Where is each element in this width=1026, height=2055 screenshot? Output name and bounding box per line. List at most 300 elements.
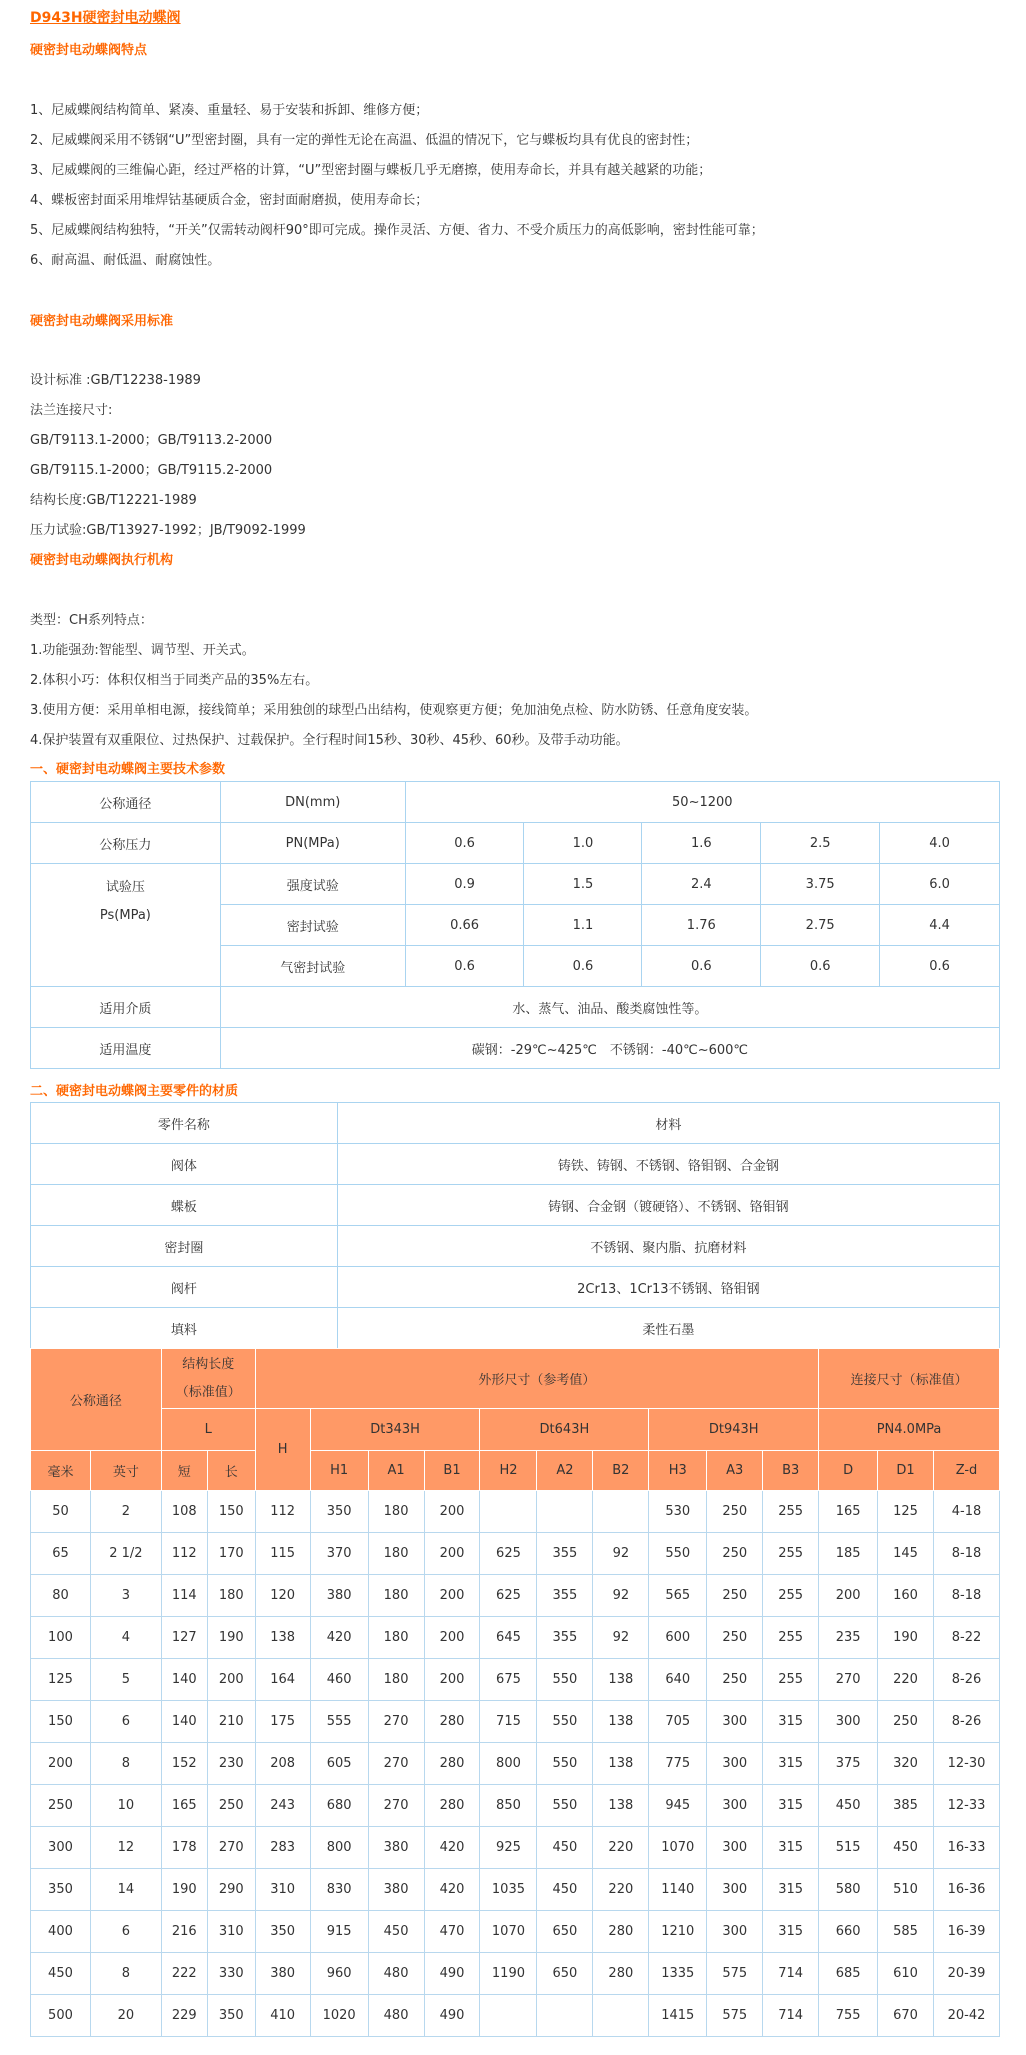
table-cell: 280	[593, 1953, 649, 1995]
cell: 公称压力	[31, 823, 221, 864]
table-cell	[537, 1995, 593, 2037]
cell: 外形尺寸（参考值）	[255, 1349, 818, 1409]
table-cell: 190	[161, 1869, 207, 1911]
cell: PN(MPa)	[220, 823, 405, 864]
table-cell: 8-18	[934, 1533, 1000, 1575]
standard-item: GB/T9115.1-2000；GB/T9115.2-2000	[30, 463, 273, 478]
table-cell: 8-26	[934, 1701, 1000, 1743]
struct-len-header	[161, 1349, 255, 1409]
table-cell: 800	[310, 1827, 368, 1869]
table-cell: 755	[819, 1995, 878, 2037]
table-cell: 945	[649, 1785, 707, 1827]
table-cell: 92	[593, 1533, 649, 1575]
cell: PN4.0MPa	[819, 1409, 1000, 1451]
table-cell: 1140	[649, 1869, 707, 1911]
table-cell: 255	[763, 1491, 819, 1533]
table-cell: 164	[255, 1659, 310, 1701]
table-cell: 8	[90, 1953, 161, 1995]
table-cell: 4	[90, 1617, 161, 1659]
table-cell: 20	[90, 1995, 161, 2037]
table-cell: 610	[878, 1953, 934, 1995]
table-cell: 255	[763, 1617, 819, 1659]
table-row	[31, 1911, 1000, 1953]
table-cell: 320	[878, 1743, 934, 1785]
table-cell: 120	[255, 1575, 310, 1617]
table-cell: 375	[819, 1743, 878, 1785]
table-cell: 180	[368, 1617, 424, 1659]
table-cell: 420	[310, 1617, 368, 1659]
table-cell: 585	[878, 1911, 934, 1953]
table-cell: 210	[207, 1701, 255, 1743]
table-cell: 150	[207, 1491, 255, 1533]
table-cell: 675	[480, 1659, 537, 1701]
table-cell: 280	[593, 1911, 649, 1953]
feature-item: 1、尼威蝶阀结构简单、紧凑、重量轻、易于安装和拆卸、维修方便；	[30, 103, 429, 118]
table-cell: 550	[649, 1533, 707, 1575]
standard-item: 法兰连接尺寸:	[30, 403, 113, 418]
table-cell: 250	[707, 1659, 763, 1701]
table-cell: 450	[31, 1953, 91, 1995]
table-cell: 300	[707, 1911, 763, 1953]
table-cell: 250	[707, 1491, 763, 1533]
table-cell: 575	[707, 1953, 763, 1995]
table-cell: 200	[207, 1659, 255, 1701]
table-cell: 5	[90, 1659, 161, 1701]
table-cell: 705	[649, 1701, 707, 1743]
cell: 4.4	[880, 905, 1000, 946]
table-cell: 243	[255, 1785, 310, 1827]
table-cell: 800	[480, 1743, 537, 1785]
table-cell: 200	[424, 1575, 480, 1617]
cell: A3	[707, 1451, 763, 1491]
table-cell: 270	[819, 1659, 878, 1701]
table-cell: 300	[707, 1827, 763, 1869]
table-cell: 515	[819, 1827, 878, 1869]
table-cell: 380	[310, 1575, 368, 1617]
table-cell: 165	[161, 1785, 207, 1827]
cell: 1.76	[642, 905, 761, 946]
table-cell: 330	[207, 1953, 255, 1995]
table-cell: 180	[368, 1575, 424, 1617]
table-cell: 715	[480, 1701, 537, 1743]
table-cell: 138	[593, 1785, 649, 1827]
table-cell: 660	[819, 1911, 878, 1953]
cell: Dt943H	[649, 1409, 819, 1451]
table-cell: 200	[819, 1575, 878, 1617]
feature-item: 2、尼威蝶阀采用不锈钢“U”型密封圈，具有一定的弹性无论在高温、低温的情况下，它与蝶板均具有优良的密封性；	[30, 133, 699, 148]
cell: 碳钢：-29℃~425℃ 不锈钢：-40℃~600℃	[220, 1028, 999, 1069]
table-cell: 400	[31, 1911, 91, 1953]
feature-item: 5、尼威蝶阀结构独特，“开关”仅需转动阀杆90°即可完成。操作灵活、方便、省力、不受介质压力的高低影响，密封性能可靠；	[30, 223, 764, 238]
table-cell: 1035	[480, 1869, 537, 1911]
table-cell: 6	[90, 1701, 161, 1743]
table-cell: 180	[368, 1533, 424, 1575]
table-cell	[593, 1995, 649, 2037]
table-cell: 550	[537, 1785, 593, 1827]
standard-item: 结构长度:GB/T12221-1989	[30, 493, 197, 508]
table-cell: 112	[255, 1491, 310, 1533]
table-cell: 500	[31, 1995, 91, 2037]
cell: 密封圈	[31, 1226, 338, 1267]
cell: 气密封试验	[220, 946, 405, 987]
table-cell: 350	[255, 1911, 310, 1953]
table-cell: 115	[255, 1533, 310, 1575]
table-cell: 200	[31, 1743, 91, 1785]
table-cell	[480, 1491, 537, 1533]
table-cell: 283	[255, 1827, 310, 1869]
cell: 0.6	[524, 946, 642, 987]
table-cell: 270	[368, 1785, 424, 1827]
table-cell: 250	[707, 1575, 763, 1617]
table-cell: 92	[593, 1575, 649, 1617]
table-cell: 470	[424, 1911, 480, 1953]
table-cell: 270	[368, 1743, 424, 1785]
table-cell: 10	[90, 1785, 161, 1827]
struct-len-line: （标准值）	[175, 1384, 241, 1400]
table-cell: 255	[763, 1575, 819, 1617]
cell: 1.6	[642, 823, 761, 864]
table-cell: 138	[593, 1743, 649, 1785]
table-row	[31, 1659, 1000, 1701]
table-cell: 1190	[480, 1953, 537, 1995]
table-cell: 138	[255, 1617, 310, 1659]
table-cell: 1070	[480, 1911, 537, 1953]
table-cell: 8-22	[934, 1617, 1000, 1659]
cell: 水、蒸气、油品、酸类腐蚀性等。	[220, 987, 999, 1028]
table-cell: 222	[161, 1953, 207, 1995]
table-cell	[480, 1995, 537, 2037]
table-cell: 108	[161, 1491, 207, 1533]
table-cell: 3	[90, 1575, 161, 1617]
table-cell: 575	[707, 1995, 763, 2037]
cell: 0.6	[880, 946, 1000, 987]
table-cell: 80	[31, 1575, 91, 1617]
actuator-item: 4.保护装置有双重限位、过热保护、过载保护。全行程时间15秒、30秒、45秒、60秒。及带手动功能。	[30, 733, 629, 748]
cell: 柔性石墨	[337, 1308, 999, 1349]
cell: 英寸	[90, 1451, 161, 1491]
cell: A1	[368, 1451, 424, 1491]
cell: L	[161, 1409, 255, 1451]
cell: 4.0	[880, 823, 1000, 864]
table-cell: 290	[207, 1869, 255, 1911]
cell: Dt343H	[310, 1409, 480, 1451]
table-cell: 410	[255, 1995, 310, 2037]
table-cell: 650	[537, 1953, 593, 1995]
materials-heading: 二、硬密封电动蝶阀主要零件的材质	[30, 1084, 239, 1099]
table-cell: 185	[819, 1533, 878, 1575]
table-cell: 6	[90, 1911, 161, 1953]
cell: H1	[310, 1451, 368, 1491]
cell: 蝶板	[31, 1185, 338, 1226]
table-cell: 370	[310, 1533, 368, 1575]
table-cell: 12	[90, 1827, 161, 1869]
table-cell	[537, 1491, 593, 1533]
feature-item: 4、蝶板密封面采用堆焊钴基硬质合金，密封面耐磨损，使用寿命长；	[30, 193, 429, 208]
table-cell: 385	[878, 1785, 934, 1827]
table-cell: 152	[161, 1743, 207, 1785]
table-cell: 310	[207, 1911, 255, 1953]
standard-item: 设计标准 :GB/T12238-1989	[30, 373, 201, 388]
table-cell: 127	[161, 1617, 207, 1659]
table-cell: 200	[424, 1533, 480, 1575]
cell: 0.9	[405, 864, 524, 905]
cell: H	[255, 1409, 310, 1491]
table-cell: 450	[537, 1869, 593, 1911]
tech-params-table	[30, 781, 1000, 1069]
table-cell: 450	[368, 1911, 424, 1953]
cell: 公称通径	[31, 1349, 162, 1451]
table-cell: 250	[207, 1785, 255, 1827]
cell: 长	[207, 1451, 255, 1491]
table-cell: 300	[31, 1827, 91, 1869]
table-cell: 50	[31, 1491, 91, 1533]
table-cell: 8	[90, 1743, 161, 1785]
table-cell: 645	[480, 1617, 537, 1659]
table-cell: 915	[310, 1911, 368, 1953]
table-cell: 100	[31, 1617, 91, 1659]
table-cell: 300	[707, 1701, 763, 1743]
page-title[interactable]: D943H硬密封电动蝶阀	[30, 10, 181, 26]
cell: 50~1200	[405, 782, 999, 823]
table-cell: 114	[161, 1575, 207, 1617]
table-cell: 14	[90, 1869, 161, 1911]
table-cell: 355	[537, 1575, 593, 1617]
table-row	[31, 1617, 1000, 1659]
table-cell: 250	[707, 1533, 763, 1575]
cell: 铸铁、铸钢、不锈钢、铬钼钢、合金钢	[337, 1144, 999, 1185]
table-cell: 300	[707, 1743, 763, 1785]
cell: D1	[878, 1451, 934, 1491]
table-cell: 16-39	[934, 1911, 1000, 1953]
table-cell: 220	[878, 1659, 934, 1701]
table-row	[31, 1827, 1000, 1869]
table-cell: 138	[593, 1701, 649, 1743]
cell: 1.0	[524, 823, 642, 864]
cell: 适用介质	[31, 987, 221, 1028]
table-cell: 4-18	[934, 1491, 1000, 1533]
table-cell: 112	[161, 1533, 207, 1575]
actuator-item: 2.体积小巧：体积仅相当于同类产品的35%左右。	[30, 673, 319, 688]
table-cell: 300	[707, 1869, 763, 1911]
table-cell: 250	[31, 1785, 91, 1827]
table-cell: 355	[537, 1617, 593, 1659]
table-row	[31, 1869, 1000, 1911]
dimensions-body	[31, 1491, 1000, 2037]
table-cell: 229	[161, 1995, 207, 2037]
table-cell: 670	[878, 1995, 934, 2037]
cell: 公称通径	[31, 782, 221, 823]
table-cell: 12-30	[934, 1743, 1000, 1785]
table-cell: 280	[424, 1743, 480, 1785]
test-pressure-label	[31, 864, 221, 987]
table-cell: 165	[819, 1491, 878, 1533]
table-row	[31, 1533, 1000, 1575]
table-cell: 650	[537, 1911, 593, 1953]
table-cell: 65	[31, 1533, 91, 1575]
table-cell: 550	[537, 1659, 593, 1701]
cell: 2.75	[761, 905, 880, 946]
table-cell: 250	[878, 1701, 934, 1743]
standards-heading: 硬密封电动蝶阀采用标准	[30, 314, 174, 329]
table-cell: 180	[207, 1575, 255, 1617]
cell: H3	[649, 1451, 707, 1491]
table-cell: 145	[878, 1533, 934, 1575]
table-cell: 175	[255, 1701, 310, 1743]
table-cell: 680	[310, 1785, 368, 1827]
table-cell: 178	[161, 1827, 207, 1869]
test-label-line: Ps(MPa)	[99, 908, 151, 923]
table-cell: 208	[255, 1743, 310, 1785]
table-cell: 350	[207, 1995, 255, 2037]
table-cell: 685	[819, 1953, 878, 1995]
table-row	[31, 1785, 1000, 1827]
table-cell: 280	[424, 1785, 480, 1827]
cell: 2.4	[642, 864, 761, 905]
table-cell: 775	[649, 1743, 707, 1785]
table-cell: 16-36	[934, 1869, 1000, 1911]
cell: 连接尺寸（标准值）	[819, 1349, 1000, 1409]
table-cell: 625	[480, 1533, 537, 1575]
table-cell: 20-42	[934, 1995, 1000, 2037]
cell: 不锈钢、聚内脂、抗磨材料	[337, 1226, 999, 1267]
actuator-item: 3.使用方便：采用单相电源，接线简单；采用独创的球型凸出结构，使观察更方便；免加油免点检、防水防锈、任意角度安装。	[30, 703, 758, 718]
cell: D	[819, 1451, 878, 1491]
table-row	[31, 1491, 1000, 1533]
table-cell: 315	[763, 1911, 819, 1953]
table-cell: 350	[31, 1869, 91, 1911]
cell: 阀杆	[31, 1267, 338, 1308]
actuator-item: 类型：CH系列特点：	[30, 613, 153, 628]
table-cell: 355	[537, 1533, 593, 1575]
table-cell: 1020	[310, 1995, 368, 2037]
cell: 阀体	[31, 1144, 338, 1185]
actuator-heading: 硬密封电动蝶阀执行机构	[30, 553, 174, 568]
table-cell: 140	[161, 1659, 207, 1701]
cell: 适用温度	[31, 1028, 221, 1069]
table-cell: 1070	[649, 1827, 707, 1869]
table-cell: 714	[763, 1953, 819, 1995]
table-cell: 270	[368, 1701, 424, 1743]
table-cell: 450	[537, 1827, 593, 1869]
table-cell: 180	[368, 1659, 424, 1701]
table-cell: 605	[310, 1743, 368, 1785]
cell: 短	[161, 1451, 207, 1491]
table-cell: 280	[424, 1701, 480, 1743]
table-cell: 160	[878, 1575, 934, 1617]
table-cell: 925	[480, 1827, 537, 1869]
table-cell: 255	[763, 1533, 819, 1575]
table-cell: 300	[819, 1701, 878, 1743]
table-cell: 1415	[649, 1995, 707, 2037]
table-cell: 270	[207, 1827, 255, 1869]
cell: B1	[424, 1451, 480, 1491]
feature-item: 3、尼威蝶阀的三维偏心距，经过严格的计算，“U”型密封圈与蝶板几乎无磨擦，使用寿命长，并具有越关越紧的功能；	[30, 163, 712, 178]
table-cell: 8-26	[934, 1659, 1000, 1701]
table-cell: 550	[537, 1743, 593, 1785]
table-cell: 150	[31, 1701, 91, 1743]
actuator-item: 1.功能强劲:智能型、调节型、开关式。	[30, 643, 255, 658]
table-cell: 125	[31, 1659, 91, 1701]
table-cell: 180	[368, 1491, 424, 1533]
standard-item: 压力试验:GB/T13927-1992；JB/T9092-1999	[30, 523, 306, 538]
feature-item: 6、耐高温、耐低温、耐腐蚀性。	[30, 253, 221, 268]
table-cell: 2 1/2	[90, 1533, 161, 1575]
cell: 0.6	[642, 946, 761, 987]
table-cell: 850	[480, 1785, 537, 1827]
table-cell: 350	[310, 1491, 368, 1533]
materials-table	[30, 1102, 1000, 1349]
table-cell: 8-18	[934, 1575, 1000, 1617]
table-cell: 480	[368, 1995, 424, 2037]
cell: Dt643H	[480, 1409, 649, 1451]
table-cell: 640	[649, 1659, 707, 1701]
table-cell: 550	[537, 1701, 593, 1743]
table-cell: 714	[763, 1995, 819, 2037]
table-cell: 220	[593, 1827, 649, 1869]
table-cell: 125	[878, 1491, 934, 1533]
standard-item: GB/T9113.1-2000；GB/T9113.2-2000	[30, 433, 273, 448]
table-cell: 450	[878, 1827, 934, 1869]
cell: A2	[537, 1451, 593, 1491]
table-cell: 170	[207, 1533, 255, 1575]
cell: 2Cr13、1Cr13不锈钢、铬钼钢	[337, 1267, 999, 1308]
table-cell: 200	[424, 1659, 480, 1701]
cell: 强度试验	[220, 864, 405, 905]
struct-len-line: 结构长度	[182, 1356, 235, 1372]
cell: 毫米	[31, 1451, 91, 1491]
table-cell: 380	[255, 1953, 310, 1995]
table-cell: 380	[368, 1869, 424, 1911]
table-cell: 315	[763, 1869, 819, 1911]
table-cell: 490	[424, 1953, 480, 1995]
test-label-line: 试验压	[105, 880, 145, 895]
cell: 1.1	[524, 905, 642, 946]
cell: B2	[593, 1451, 649, 1491]
table-cell	[593, 1491, 649, 1533]
table-cell: 460	[310, 1659, 368, 1701]
table-cell: 12-33	[934, 1785, 1000, 1827]
cell: 填料	[31, 1308, 338, 1349]
table-cell: 315	[763, 1743, 819, 1785]
table-cell: 510	[878, 1869, 934, 1911]
table-cell: 2	[90, 1491, 161, 1533]
cell: 0.66	[405, 905, 524, 946]
cell: 0.6	[761, 946, 880, 987]
table-cell: 138	[593, 1659, 649, 1701]
table-cell: 1335	[649, 1953, 707, 1995]
table-cell: 600	[649, 1617, 707, 1659]
table-cell: 490	[424, 1995, 480, 2037]
table-cell: 580	[819, 1869, 878, 1911]
table-cell: 530	[649, 1491, 707, 1533]
table-cell: 625	[480, 1575, 537, 1617]
cell: 0.6	[405, 823, 524, 864]
table-cell: 315	[763, 1701, 819, 1743]
table-cell: 450	[819, 1785, 878, 1827]
table-cell: 230	[207, 1743, 255, 1785]
table-cell: 220	[593, 1869, 649, 1911]
cell: 零件名称	[31, 1103, 338, 1144]
cell: 6.0	[880, 864, 1000, 905]
table-cell: 200	[424, 1617, 480, 1659]
table-cell: 420	[424, 1869, 480, 1911]
table-cell: 250	[707, 1617, 763, 1659]
table-row	[31, 1953, 1000, 1995]
table-cell: 565	[649, 1575, 707, 1617]
table-cell: 235	[819, 1617, 878, 1659]
table-cell: 20-39	[934, 1953, 1000, 1995]
table-cell: 216	[161, 1911, 207, 1953]
